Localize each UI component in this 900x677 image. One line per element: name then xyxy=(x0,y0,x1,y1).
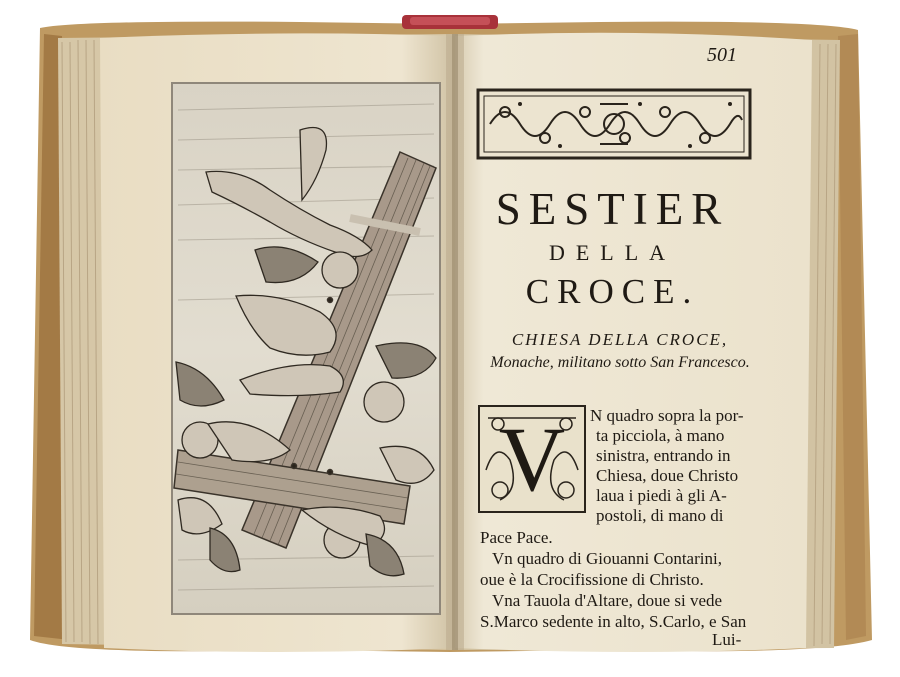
body-line: Pace Pace. xyxy=(480,528,553,547)
body-line: oue è la Crocifissione di Christo. xyxy=(480,570,704,589)
church-subheading: Monache, militano sotto San Francesco. xyxy=(490,354,750,371)
body-line: sinistra, entrando in xyxy=(596,446,731,465)
body-line: S.Marco sedente in alto, S.Carlo, e San xyxy=(480,612,747,631)
section-title: SESTIER xyxy=(495,184,730,234)
church-heading: CHIESA DELLA CROCE, xyxy=(511,330,729,349)
body-line: Lui- xyxy=(712,630,742,649)
body-line: Vn quadro di Giouanni Contarini, xyxy=(492,549,722,568)
body-line: postoli, di mano di xyxy=(596,506,724,525)
body-line: laua i piedi à gli A- xyxy=(596,486,727,505)
body-line: Vna Tauola d'Altare, doue si vede xyxy=(492,591,723,610)
body-line: ta picciola, à mano xyxy=(596,426,725,445)
body-line: Chiesa, doue Christo xyxy=(596,466,739,485)
section-title-line-3: CROCE. xyxy=(525,272,700,311)
page-number: 501 xyxy=(707,44,737,66)
decorated-initial: V xyxy=(498,408,566,510)
section-title-line-2: DELLA xyxy=(548,240,677,265)
body-line: N quadro sopra la por- xyxy=(590,406,744,425)
